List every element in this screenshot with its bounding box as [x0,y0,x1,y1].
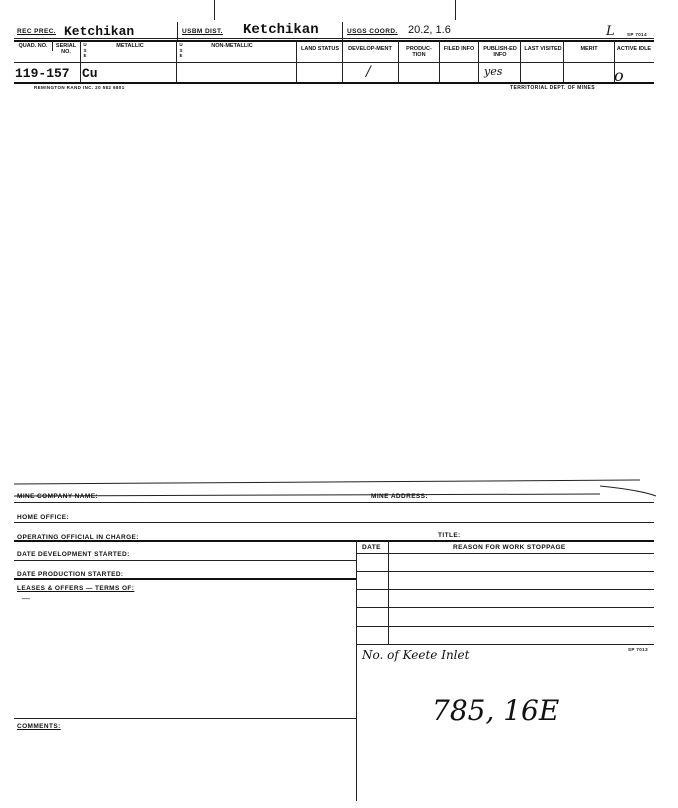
active-idle-value: o [614,66,624,85]
header-production: PRODUC-TION [406,46,432,58]
col-div-nonmetallic [296,41,297,82]
col-div-serial [80,41,81,82]
header-published-info: PUBLISH-ED INFO [483,46,517,58]
header-non-metallic: NON-METALLIC [211,43,253,49]
line-official [14,540,654,542]
leases-label: LEASES & OFFERS — TERMS OF: [17,585,135,592]
col-div-metallic [176,41,177,82]
form-number-bottom: SP 7013 [628,647,648,652]
stoppage-line-3 [356,589,654,590]
stoppage-line-1 [356,553,654,554]
rec-prec-label: REC PREC. [17,28,56,35]
col-div-filed [478,41,479,82]
header-active-idle: ACTIVE IDLE [616,46,652,52]
col-div-lastvisited [563,41,564,82]
quad-serial-value: 119-157 [15,66,70,81]
stoppage-line-4 [356,607,654,608]
col-div-develop [398,41,399,82]
metallic-value: Cu [82,66,98,81]
handwritten-number: 785, 16E [432,694,560,727]
operating-official-label: OPERATING OFFICIAL IN CHARGE: [17,534,139,541]
header-use-2: U S E [179,42,183,58]
line-company [14,502,654,503]
mine-company-name-label: MINE COMPANY NAME: [17,493,98,500]
row-bottom-line [14,82,654,84]
handwritten-note: No. of Keete Inlet [362,648,470,662]
usgs-coord-value: 20.2, 1.6 [408,24,451,36]
binder-mark-left [214,0,215,20]
printer-line: REMINGTON RAND INC. 20 582 6801 [34,85,125,90]
top-row-divider-2 [342,22,343,40]
row-top-line [14,62,654,63]
stoppage-table-left [356,541,357,801]
date-production-label: DATE PRODUCTION STARTED: [17,571,124,578]
stoppage-line-5 [356,626,654,627]
header-land-status: LAND STATUS [301,46,339,52]
header-merit: MERIT [580,46,598,52]
usbm-dist-label: USBM DIST. [182,28,223,35]
header-quad-no: QUAD. NO. [18,43,48,49]
stoppage-date-divider [388,541,389,645]
binder-mark-right [455,0,456,20]
development-value: / [366,64,371,80]
header-divider [14,40,654,42]
published-info-value: yes [484,65,503,78]
leases-dash: — [22,594,30,603]
col-div-land [342,41,343,82]
header-serial-no: SERIAL NO. [55,43,77,55]
date-development-label: DATE DEVELOPMENT STARTED: [17,551,130,558]
mine-address-label: MINE ADDRESS: [371,493,428,500]
usgs-coord-label: USGS COORD. [347,28,398,35]
col-div-published [520,41,521,82]
stoppage-line-6 [356,644,654,645]
date-header: DATE [362,544,381,551]
reason-header: REASON FOR WORK STOPPAGE [453,544,566,551]
title-label: TITLE: [438,532,461,539]
header-use-1: U S E [83,42,87,58]
col-div-production [439,41,440,82]
header-development: DEVELOP-MENT [348,46,392,52]
card-top-edge [0,472,678,502]
rec-prec-value: Ketchikan [64,24,135,39]
line-date-production [14,578,356,580]
header-filed-info: FILED INFO [443,46,475,52]
top-row-divider-1 [177,22,178,40]
corner-mark: L [606,24,615,39]
header-last-visited: LAST VISITED [524,46,562,52]
line-comments [14,718,356,719]
usbm-dist-value: Ketchikan [243,22,319,38]
line-date-development [14,560,356,561]
stoppage-line-2 [356,571,654,572]
comments-label: COMMENTS: [17,723,61,730]
home-office-label: HOME OFFICE: [17,514,70,521]
line-home-office [14,522,654,523]
territorial-dept: TERRITORIAL DEPT. OF MINES [510,85,595,91]
header-metallic: METALLIC [116,43,144,49]
form-number-top: SP 7014 [627,32,647,37]
